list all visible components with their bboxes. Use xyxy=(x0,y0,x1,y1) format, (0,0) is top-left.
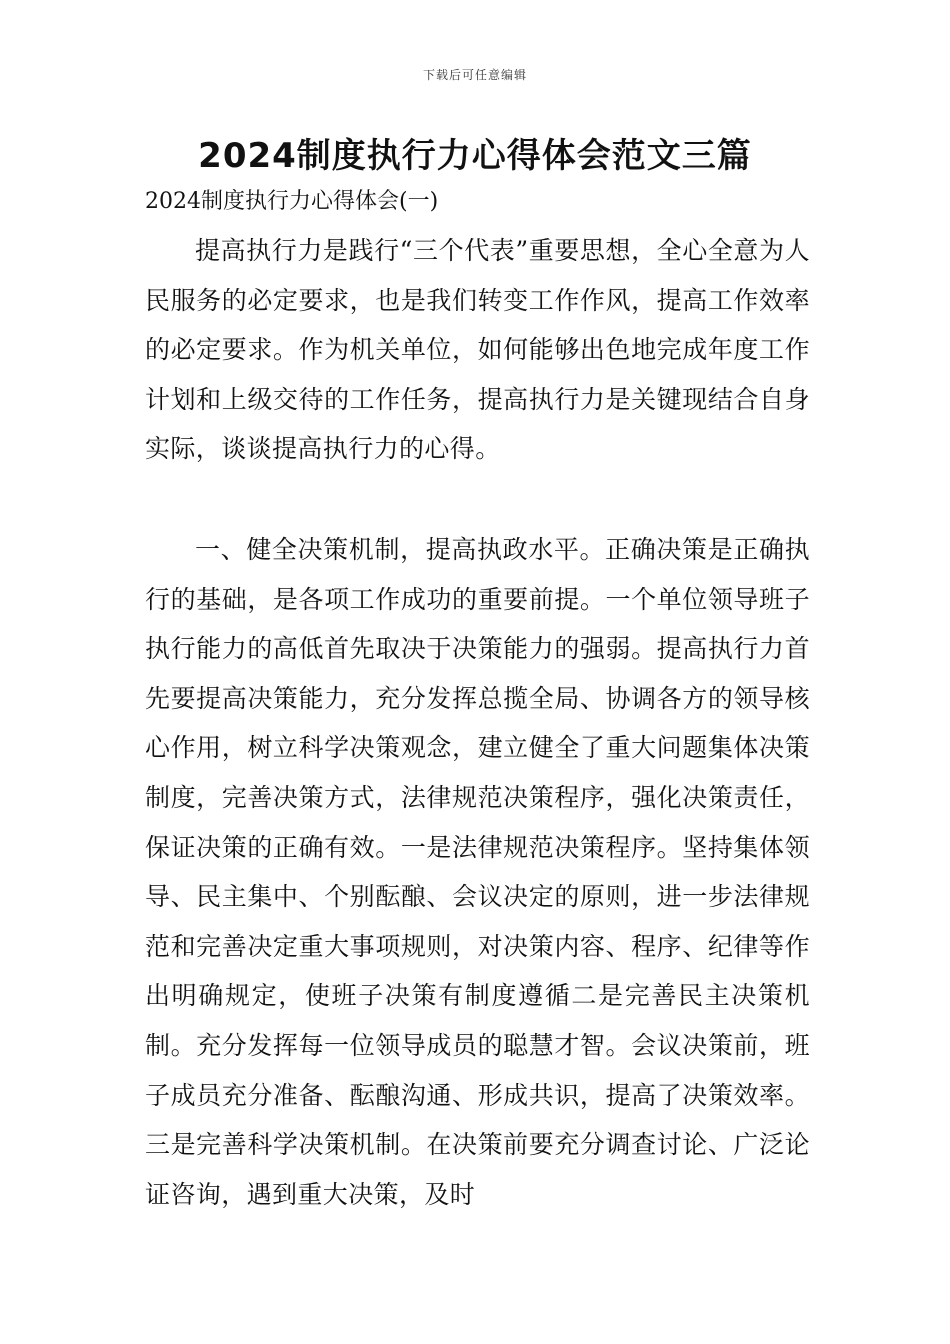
header-note: 下载后可任意编辑 xyxy=(422,68,527,82)
paragraph-1: 提高执行力是践行“三个代表”重要思想，全心全意为人民服务的必定要求，也是我们转变工作作风，提高工作效率的必定要求。作为机关单位，如何能够出色地完成年度工作计划和上级交待的工作任务，提高执行力是关键现结合自身实际，谈谈提高执行力的心得。 xyxy=(145,236,810,464)
paragraph-2: 一、健全决策机制，提高执政水平。正确决策是正确执行的基础，是各项工作成功的重要前提。一个单位领导班子执行能力的高低首先取决于决策能力的强弱。提高执行力首先要提高决策能力，充分发挥总揽全局、协调各方的领导核心作用，树立科学决策观念，建立健全了重大问题集体决策制度，完善决策方式，法律规范决策程序，强化决策责任，保证决策的正确有效。一是法律规范决策程序。坚持集体领导、民主集中、个别酝酿、会议决定的原则，进一步法律规范和完善决定重大事项规则，对决策内容、程序、纪律等作出明确规定，使班子决策有制度遵循二是完善民主决策机制。充分发挥每一位领导成员的聪慧才智。会议决策前，班子成员充分准备、酝酿沟通、形成共识，提高了决策效率。三是完善科学决策机制。在决策前要充分调查讨论、广泛论证咨询，遇到重大决策，及时 xyxy=(145,535,810,1209)
document-title: 2024制度执行力心得体会范文三篇 xyxy=(198,136,752,176)
section-heading: 2024制度执行力心得体会(一) xyxy=(145,189,439,214)
